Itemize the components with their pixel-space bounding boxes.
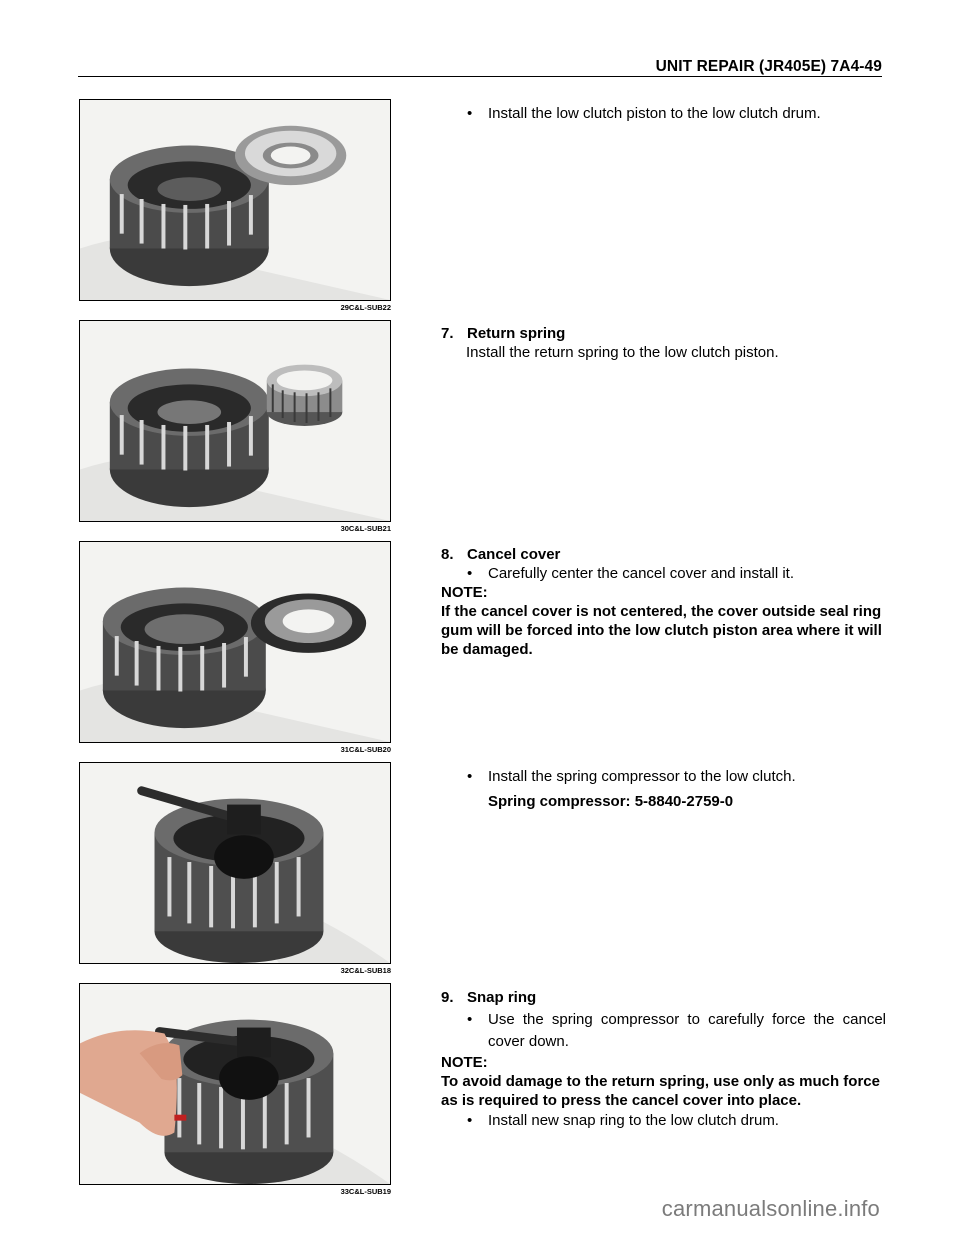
photo-caption: 30C&L-SUB21 [340,524,391,533]
step-install-compressor [441,767,886,811]
photo-low-clutch-piston [79,99,391,301]
photo-cancel-cover [79,541,391,743]
bullet-item [441,1009,886,1053]
page-header [0,0,960,80]
bullet-item [441,104,886,123]
photo-caption: 32C&L-SUB18 [340,966,391,975]
step-title: Cancel cover [467,546,561,563]
bullet-text: Install the low clutch piston to the low clutch drum. [488,105,821,122]
bullet-text: Use the spring compressor to carefully force the cancel cover down. [488,1011,886,1050]
bullet-text: Install the spring compressor to the low clutch. [488,768,796,785]
photo-caption: 33C&L-SUB19 [340,1187,391,1196]
bullet-text: Install new snap ring to the low clutch drum. [488,1112,779,1129]
step-heading [441,545,886,564]
step-number: 9. [441,989,454,1006]
step-text: Install the return spring to the low clutch piston. [466,344,779,361]
tool-reference: Spring compressor: 5-8840-2759-0 [488,793,734,810]
bullet-glyph: • [467,105,473,122]
photo-spring-compressor [79,762,391,964]
note-label: NOTE: [441,584,488,601]
bullet-text: Carefully center the cancel cover and install it. [488,565,794,582]
bullet-item [441,1111,886,1130]
page-title: UNIT REPAIR (JR405E) 7A4-49 [655,58,882,75]
step-number: 7. [441,325,454,342]
photo-caption: 29C&L-SUB22 [340,303,391,312]
bullet-glyph: • [467,1011,473,1028]
step-heading [441,324,886,343]
bullet-glyph: • [467,1112,473,1129]
bullet-item [441,564,886,583]
bullet-glyph: • [467,768,473,785]
step-7-return-spring [441,324,886,362]
step-9-snap-ring [441,988,886,1130]
photo-return-spring [79,320,391,522]
note-label: NOTE: [441,1054,488,1071]
step-number: 8. [441,546,454,563]
step-title: Return spring [467,325,566,342]
bullet-glyph: • [467,565,473,582]
step-install-piston [441,104,886,123]
step-title: Snap ring [467,989,537,1006]
note-text: To avoid damage to the return spring, use only as much force as is required to press the cancel cover into place. [441,1073,880,1109]
photo-caption: 31C&L-SUB20 [340,745,391,754]
note-text: If the cancel cover is not centered, the cover outside seal ring gum will be forced into the low clutch piston area where it will be damaged. [441,603,882,658]
step-8-cancel-cover [441,545,886,659]
bullet-item [441,767,886,786]
photo-snap-ring [79,983,391,1185]
header-rule [78,76,882,77]
watermark: carmanualsonline.info [661,1196,880,1221]
step-heading [441,988,886,1007]
